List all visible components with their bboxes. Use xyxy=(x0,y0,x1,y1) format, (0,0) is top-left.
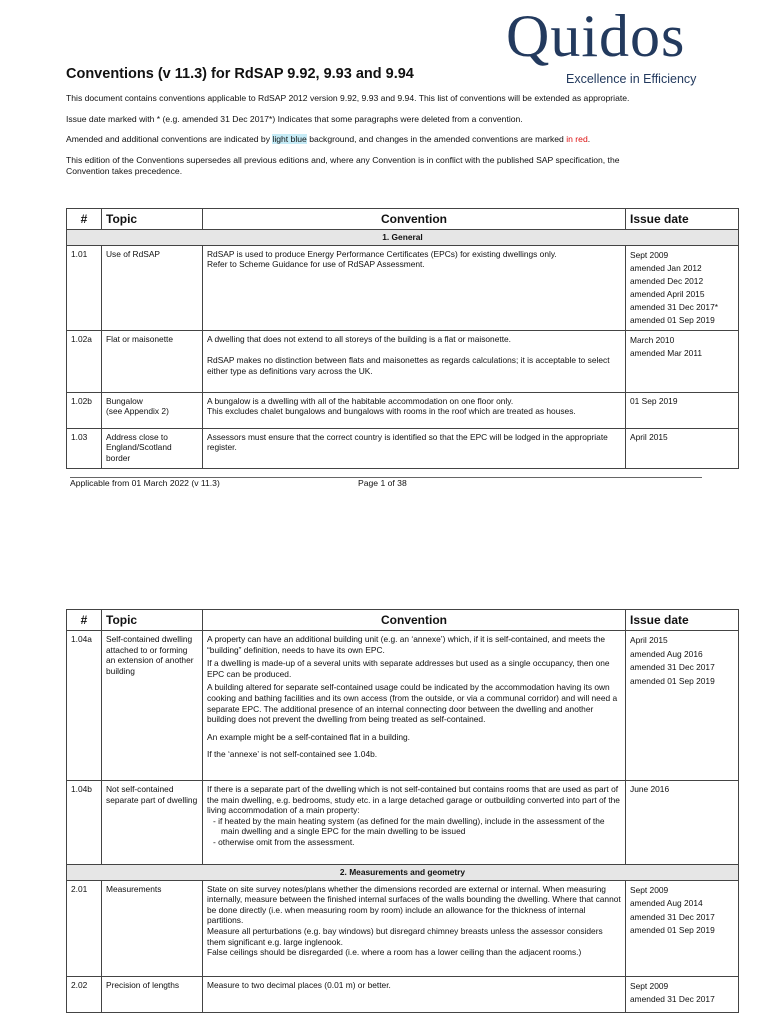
table-row xyxy=(67,392,739,428)
table-row xyxy=(67,245,739,330)
intro-text: background, and changes in the amended conventions are marked xyxy=(306,134,567,144)
topic-line: (see Appendix 2) xyxy=(106,406,169,417)
header-convention: Convention xyxy=(203,610,626,631)
red-text: in red xyxy=(566,134,588,144)
convention-line: Refer to Scheme Guidance for use of RdSAP Assessment. xyxy=(207,259,425,270)
row-num: 1.02a xyxy=(67,330,102,392)
row-issue-dates: June 2016 xyxy=(626,781,739,865)
quidos-logo xyxy=(506,3,736,92)
table-row xyxy=(67,330,739,392)
light-blue-highlight: light blue xyxy=(272,134,307,144)
issue-date: Sept 2009 xyxy=(630,884,669,895)
convention-line: Measure all perturbations (e.g. bay windows) but disregard chimney breasts unless the assessor considers them significant e.g. large inglenook. xyxy=(207,925,603,947)
page-footer xyxy=(70,477,702,488)
row-issue-dates: 01 Sep 2019 xyxy=(626,392,739,428)
intro-text: . xyxy=(587,134,591,144)
row-topic: Use of RdSAP xyxy=(102,245,203,330)
row-issue-dates: April 2015 xyxy=(626,428,739,468)
header-num: # xyxy=(67,610,102,631)
row-issue-dates xyxy=(626,330,739,392)
logo-tagline: Excellence in Efficiency xyxy=(566,72,697,86)
header-issue-date: Issue date xyxy=(626,209,739,230)
convention-line: A bungalow is a dwelling with all of the habitable accommodation on one floor only. xyxy=(207,395,514,406)
row-num: 2.02 xyxy=(67,976,102,1012)
convention-paragraph: A building altered for separate self-contained usage could be indicated by the accommodation having its own cooking and bathing facilities and its own access (from the outside, or via a communal corridor) and will need a separate EPC. The additional presence of an internal connecting door between the dwelling and another building does not prevent the dwelling from being treated as self-contained. xyxy=(207,682,618,725)
convention-paragraph: A dwelling that does not extend to all storeys of the building is a flat or maisonette. xyxy=(207,333,512,344)
row-convention xyxy=(203,392,626,428)
convention-bullet: - otherwise omit from the assessment. xyxy=(213,836,355,847)
issue-date: amended Jan 2012 xyxy=(630,262,702,273)
row-topic: Not self-contained separate part of dwelling xyxy=(102,781,203,865)
header-convention: Convention xyxy=(203,209,626,230)
issue-date: amended Mar 2011 xyxy=(630,347,703,358)
topic-line: Bungalow xyxy=(106,395,143,406)
table-row xyxy=(67,976,739,1012)
intro-paragraph-1: This document contains conventions applicable to RdSAP 2012 version 9.92, 9.93 and 9.94. This list of conventions will be extended as appropriate. xyxy=(66,93,630,103)
convention-paragraph: RdSAP makes no distinction between flats and maisonettes as regards calculations; it is acceptable to select either type as definitions vary across the UK. xyxy=(207,355,610,376)
issue-date: amended April 2015 xyxy=(630,288,705,299)
footer-page-number: Page 1 of 38 xyxy=(358,478,407,488)
convention-line: False ceilings should be disregarded (i.e. where a room has a lower ceiling than the adjacent rooms.) xyxy=(207,947,582,958)
row-issue-dates xyxy=(626,880,739,976)
convention-bullet: - if heated by the main heating system (as defined for the main dwelling), include in the assessment of the main dwelling and a single EPC for the main dwelling to be issued xyxy=(213,815,605,837)
row-num: 1.04b xyxy=(67,781,102,865)
table-row xyxy=(67,880,739,976)
intro-paragraph-4: This edition of the Conventions supersedes all previous editions and, where any Convention is in conflict with the published SAP specification, the Convention takes precedence. xyxy=(66,155,620,176)
issue-date: amended 31 Dec 2017 xyxy=(630,662,715,672)
issue-date: amended Dec 2012 xyxy=(630,275,704,286)
table-header-row xyxy=(67,610,739,631)
conventions-table-page-1 xyxy=(66,208,739,469)
row-topic: Address close to England/Scotland border xyxy=(102,428,203,468)
intro-paragraph-2: Issue date marked with * (e.g. amended 31 Dec 2017*) Indicates that some paragraphs were deleted from a convention. xyxy=(66,114,523,124)
table-row xyxy=(67,781,739,865)
convention-paragraph: An example might be a self-contained flat in a building. xyxy=(207,731,410,742)
table-header-row xyxy=(67,209,739,230)
row-num: 1.04a xyxy=(67,631,102,781)
issue-date: Sept 2009 xyxy=(630,249,669,260)
row-num: 1.01 xyxy=(67,245,102,330)
row-convention xyxy=(203,245,626,330)
issue-date: amended 31 Dec 2017 xyxy=(630,994,715,1005)
convention-line: RdSAP is used to produce Energy Performance Certificates (EPCs) for existing dwellings only. xyxy=(207,248,557,259)
row-issue-dates xyxy=(626,976,739,1012)
convention-paragraph: If the ‘annexe’ is not self-contained see 1.04b. xyxy=(207,749,378,760)
row-convention xyxy=(203,880,626,976)
section-heading-measurements: 2. Measurements and geometry xyxy=(67,865,739,881)
row-topic: Flat or maisonette xyxy=(102,330,203,392)
table-row xyxy=(67,428,739,468)
intro-text: Amended and additional conventions are indicated by xyxy=(66,134,273,144)
header-issue-date: Issue date xyxy=(626,610,739,631)
row-num: 1.03 xyxy=(67,428,102,468)
row-issue-dates xyxy=(626,631,739,781)
convention-paragraph: A property can have an additional building unit (e.g. an ‘annexe’) which, if it is self-contained, and meets the “building” definition, needs to have its own EPC. xyxy=(207,634,606,655)
issue-date: amended Aug 2016 xyxy=(630,648,703,659)
footer-applicable: Applicable from 01 March 2022 (v 11.3) xyxy=(70,478,220,488)
convention-paragraph: If a dwelling is made-up of a several units with separate addresses but used as a single occupancy, then one EPC can be produced. xyxy=(207,658,610,679)
issue-date: March 2010 xyxy=(630,334,675,345)
page-title: Conventions (v 11.3) for RdSAP 9.92, 9.93 and 9.94 xyxy=(66,66,414,82)
row-convention xyxy=(203,631,626,781)
row-convention xyxy=(203,330,626,392)
issue-date: amended Aug 2014 xyxy=(630,898,703,909)
issue-date: amended 31 Dec 2017* xyxy=(630,301,719,312)
row-convention: Assessors must ensure that the correct country is identified so that the EPC will be lodged in the appropriate register. xyxy=(203,428,626,468)
issue-date: amended 01 Sep 2019 xyxy=(630,675,715,686)
logo-wordmark: Quidos xyxy=(506,3,686,69)
section-heading-general: 1. General xyxy=(67,230,739,246)
row-convention xyxy=(203,781,626,865)
table-row xyxy=(67,631,739,781)
convention-line: This excludes chalet bungalows and bungalows with rooms in the roof which are treated as houses. xyxy=(207,406,576,417)
row-topic: Self-contained dwelling attached to or forming an extension of another building xyxy=(102,631,203,781)
header-num: # xyxy=(67,209,102,230)
issue-date: amended 01 Sep 2019 xyxy=(630,925,715,936)
row-num: 1.02b xyxy=(67,392,102,428)
issue-date: amended 01 Sep 2019 xyxy=(630,314,715,325)
conventions-table-page-2 xyxy=(66,609,739,1013)
convention-line: State on site survey notes/plans whether the dimensions recorded are external or internal. When measuring internally, measure between the finished internal surfaces of the walls bounding the dwelling. Where that cannot be done directly (i.e. when measuring room by room) include an allowance for the thickness of internal partitions. xyxy=(207,883,621,926)
row-topic: Precision of lengths xyxy=(102,976,203,1012)
header-topic: Topic xyxy=(102,610,203,631)
intro-paragraph-3 xyxy=(66,134,666,145)
issue-date: April 2015 xyxy=(630,635,668,645)
issue-date: amended 31 Dec 2017 xyxy=(630,911,715,922)
row-convention: Measure to two decimal places (0.01 m) or better. xyxy=(203,976,626,1012)
row-issue-dates xyxy=(626,245,739,330)
issue-date: Sept 2009 xyxy=(630,980,669,991)
row-topic xyxy=(102,392,203,428)
row-topic: Measurements xyxy=(102,880,203,976)
convention-line: If there is a separate part of the dwelling which is not self-contained but contains rooms that are used as part of the main dwelling, e.g. bedrooms, study etc. in a large detached garage or outbuilding converted into part of the living accommodation of a main property: xyxy=(207,784,620,816)
row-num: 2.01 xyxy=(67,880,102,976)
header-topic: Topic xyxy=(102,209,203,230)
